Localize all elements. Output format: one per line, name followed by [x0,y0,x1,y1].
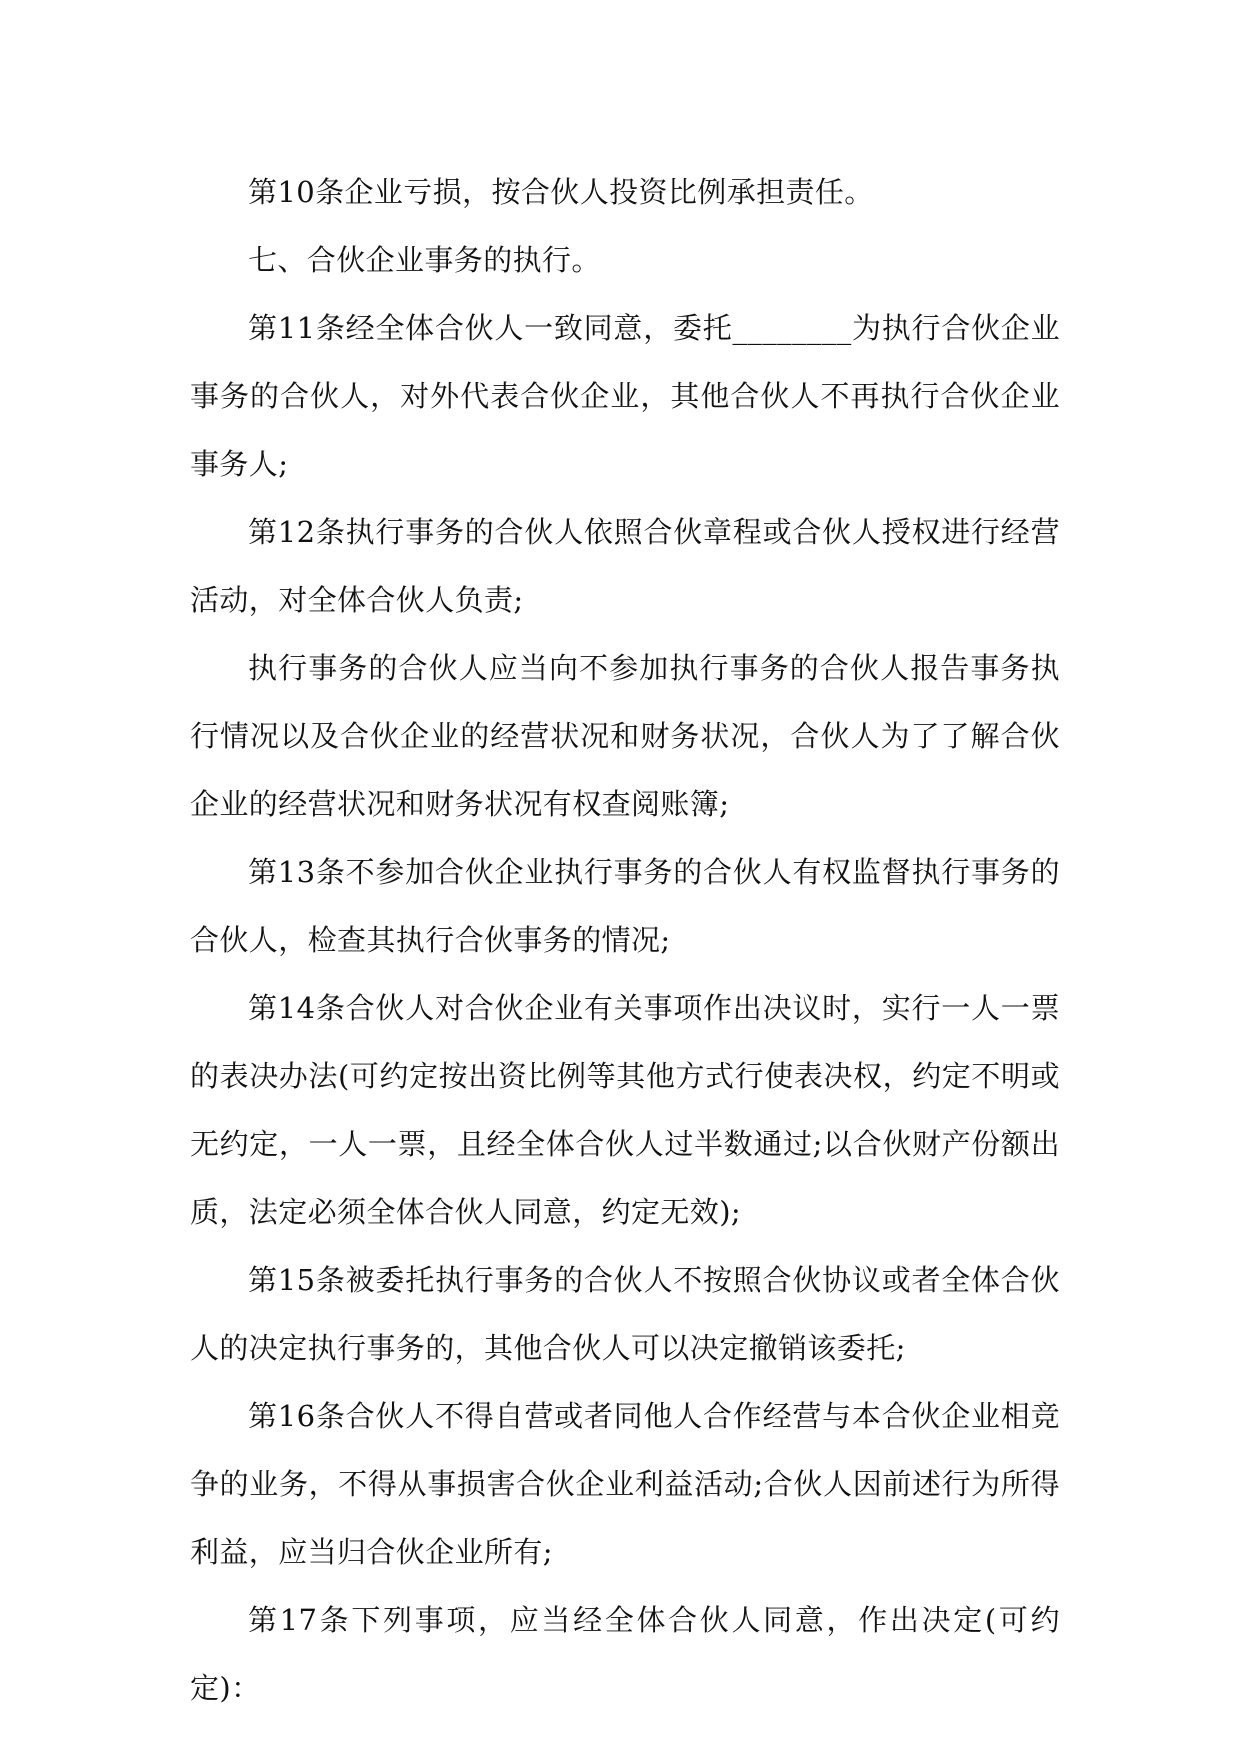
paragraph-execution-report: 执行事务的合伙人应当向不参加执行事务的合伙人报告事务执行情况以及合伙企业的经营状况和财务状况，合伙人为了了解合伙企业的经营状况和财务状况有权查阅账簿; [190,651,1060,821]
paragraph-article-16: 第16条合伙人不得自营或者同他人合作经营与本合伙企业相竞争的业务，不得从事损害合伙企业利益活动;合伙人因前述行为所得利益，应当归合伙企业所有; [190,1399,1060,1569]
paragraph-article-10: 第10条企业亏损，按合伙人投资比例承担责任。 [248,175,874,209]
document-body [190,158,1060,1722]
paragraph-article-14: 第14条合伙人对合伙企业有关事项作出决议时，实行一人一票的表决办法(可约定按出资比例等其他方式行使表决权，约定不明或无约定，一人一票，且经全体合伙人过半数通过;以合伙财产份额出质，法定必须全体合伙人同意，约定无效); [190,991,1060,1229]
paragraph-article-12: 第12条执行事务的合伙人依照合伙章程或合伙人授权进行经营活动，对全体合伙人负责; [190,515,1060,617]
section-heading-execution: 七、合伙企业事务的执行。 [248,243,601,277]
paragraph-article-15: 第15条被委托执行事务的合伙人不按照合伙协议或者全体合伙人的决定执行事务的，其他合伙人可以决定撤销该委托; [190,1263,1060,1365]
paragraph-article-17: 第17条下列事项，应当经全体合伙人同意，作出决定(可约定)： [190,1603,1060,1705]
paragraph-article-13: 第13条不参加合伙企业执行事务的合伙人有权监督执行事务的合伙人，检查其执行合伙事务的情况; [190,855,1060,957]
paragraph-article-11: 第11条经全体合伙人一致同意，委托________为执行合伙企业事务的合伙人，对外代表合伙企业，其他合伙人不再执行合伙企业事务人; [190,311,1060,481]
